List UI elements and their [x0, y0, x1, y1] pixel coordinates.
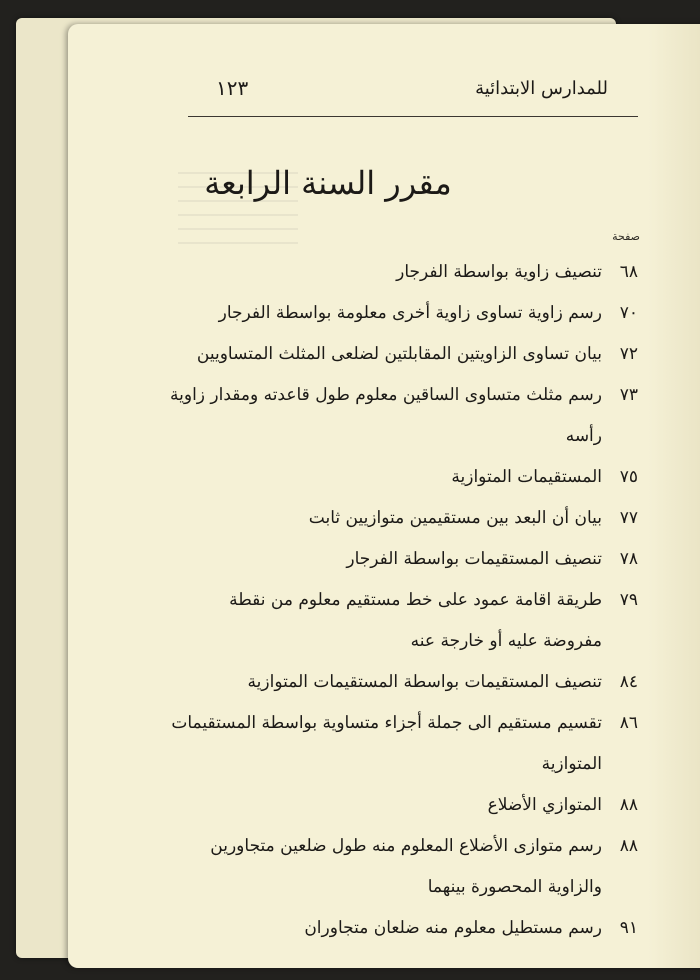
page-column-label: صفحة — [612, 230, 640, 243]
toc-entry-text: رسم مستطيل معلوم منه ضلعان متجاوران — [304, 918, 602, 938]
toc-entry-text: رسم زاوية تساوى زاوية أخرى معلومة بواسطة الفرجار — [218, 303, 602, 323]
toc-page-number: ٧٨ — [619, 549, 638, 569]
toc-page-number: ٧٧ — [619, 508, 638, 528]
toc-entry — [168, 457, 638, 498]
book-page — [68, 24, 700, 968]
toc-entry — [168, 539, 638, 580]
running-head-title: للمدارس الابتدائية — [475, 78, 608, 99]
toc-page-number: ٨٨ — [619, 836, 638, 856]
toc-entry — [168, 785, 638, 826]
toc-entry — [168, 662, 638, 703]
toc-page-number: ٩١ — [619, 918, 638, 938]
toc-page-number: ٧٠ — [619, 303, 638, 323]
toc-page-number: ٧٥ — [619, 467, 638, 487]
toc-entry — [168, 580, 638, 662]
toc-entry-text: رسم مثلث متساوى الساقين معلوم طول قاعدته ومقدار زاوية رأسه — [170, 385, 602, 446]
toc-entry-text: تنصيف المستقيمات بواسطة المستقيمات المتوازية — [247, 672, 602, 692]
toc-page-number: ٧٢ — [619, 344, 638, 364]
section-title: مقرر السنة الرابعة — [204, 164, 452, 202]
toc-entry — [168, 908, 638, 949]
table-of-contents — [168, 252, 638, 949]
toc-page-number: ٨٨ — [619, 795, 638, 815]
toc-entry — [168, 703, 638, 785]
page-number: ١٢٣ — [216, 76, 249, 100]
toc-entry-text: رسم متوازى الأضلاع المعلوم منه طول ضلعين متجاورين والزاوية المحصورة بينهما — [210, 836, 602, 897]
toc-entry-text: طريقة اقامة عمود على خط مستقيم معلوم من نقطة مفروضة عليه أو خارجة عنه — [229, 590, 602, 651]
toc-entry — [168, 498, 638, 539]
toc-entry-text: تقسيم مستقيم الى جملة أجزاء متساوية بواسطة المستقيمات المتوازية — [171, 713, 602, 774]
toc-page-number: ٨٤ — [619, 672, 638, 692]
toc-entry-text: تنصيف المستقيمات بواسطة الفرجار — [346, 549, 602, 569]
running-head — [188, 76, 638, 117]
toc-entry-text: بيان أن البعد بين مستقيمين متوازيين ثابت — [308, 508, 602, 528]
toc-entry-text: المتوازي الأضلاع — [487, 795, 602, 815]
toc-page-number: ٧٣ — [619, 385, 638, 405]
toc-entry-text: بيان تساوى الزاويتين المقابلتين لضلعى المثلث المتساويين — [196, 344, 602, 364]
toc-entry-text: المستقيمات المتوازية — [451, 467, 602, 487]
toc-entry — [168, 334, 638, 375]
toc-entry — [168, 293, 638, 334]
toc-entry-text: تنصيف زاوية بواسطة الفرجار — [396, 262, 602, 282]
toc-entry — [168, 375, 638, 457]
toc-entry — [168, 252, 638, 293]
toc-page-number: ٨٦ — [619, 713, 638, 733]
toc-page-number: ٧٩ — [619, 590, 638, 610]
toc-page-number: ٦٨ — [619, 262, 638, 282]
toc-entry — [168, 826, 638, 908]
